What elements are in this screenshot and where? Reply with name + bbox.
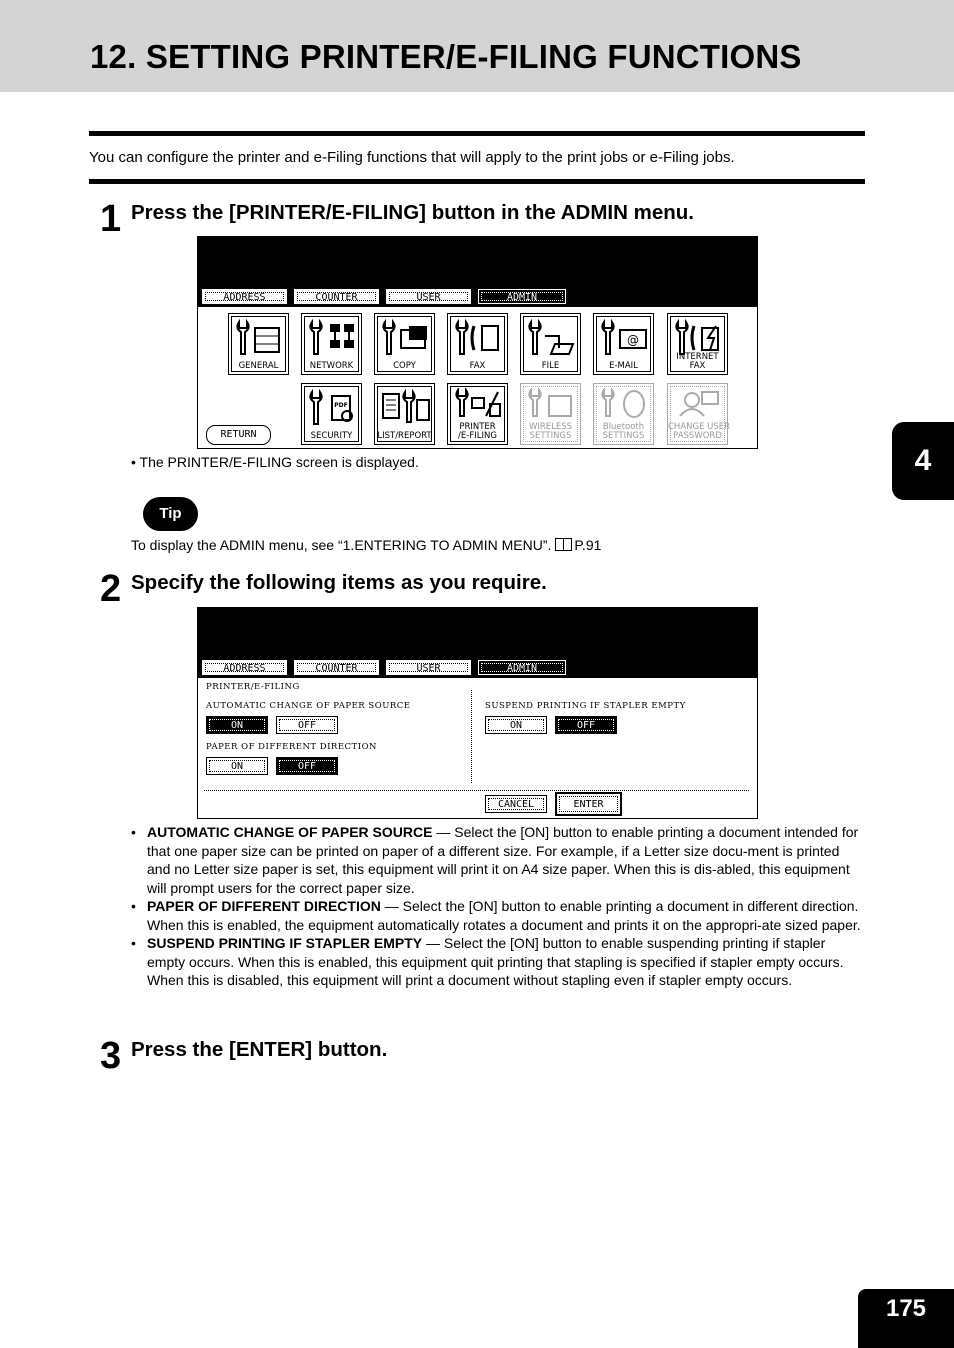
general-button[interactable]: GENERAL: [228, 313, 289, 375]
wrench-bluetooth-icon: [598, 388, 651, 418]
suspend-printing-on-button[interactable]: ON: [485, 716, 547, 734]
desc-suspend-printing: • SUSPEND PRINTING IF STAPLER EMPTY — Select the [ON] button to enable suspending printing if stapler empty occurs. When this is enabled, this equipment quit printing that stapling is specified if stapler empty occurs. When this is disabled, this equipment will print a document without stapling even if stapler empty occurs.: [131, 934, 866, 990]
page-title: 12. SETTING PRINTER/E-FILING FUNCTIONS: [90, 38, 802, 75]
security-button[interactable]: PDF SECURITY: [301, 383, 362, 445]
wrench-network-icon: [306, 318, 359, 358]
chapter-tab: 4: [892, 422, 954, 500]
enter-button[interactable]: ENTER: [555, 792, 622, 816]
admin-menu-screen: [197, 236, 758, 449]
step-1-number: 1: [100, 198, 122, 240]
tab-user[interactable]: USER: [386, 660, 471, 675]
user-password-icon: [672, 388, 725, 418]
cancel-button[interactable]: CANCEL: [485, 795, 547, 813]
internet-fax-button[interactable]: INTERNET FAX: [667, 313, 728, 375]
return-button[interactable]: RETURN: [206, 425, 271, 445]
book-reference-icon: [555, 538, 572, 551]
tip-text: To display the ADMIN menu, see “1.ENTERING TO ADMIN MENU”. P.91: [131, 537, 602, 553]
wrench-fax-icon: [452, 318, 505, 358]
tab-admin[interactable]: ADMIN: [478, 289, 566, 304]
printer-e-filing-button[interactable]: PRINTER /E-FILING: [447, 383, 508, 445]
suspend-printing-off-button[interactable]: OFF: [555, 716, 617, 734]
paper-direction-on-button[interactable]: ON: [206, 757, 268, 775]
svg-text:@: @: [627, 333, 639, 347]
paper-direction-label: PAPER OF DIFFERENT DIRECTION: [206, 742, 377, 752]
tab-address[interactable]: ADDRESS: [202, 660, 287, 675]
step-1-bullet: • The PRINTER/E-FILING screen is displayed.: [131, 454, 419, 470]
bluetooth-settings-button[interactable]: Bluetooth SETTINGS: [593, 383, 654, 445]
step-3-number: 3: [100, 1035, 122, 1077]
desc-paper-direction: • PAPER OF DIFFERENT DIRECTION — Select the [ON] button to enable printing a document in different direction. When this is enabled, the equipment automatically rotates a document and prints it on the appropri-ate sized paper.: [131, 897, 866, 934]
fax-button[interactable]: FAX: [447, 313, 508, 375]
tip-badge: Tip: [143, 497, 198, 531]
wrench-printer-icon: [452, 388, 505, 418]
intro-text: You can configure the printer and e-Filing functions that will apply to the print jobs or e-Filing jobs.: [89, 149, 735, 166]
auto-change-off-button[interactable]: OFF: [276, 716, 338, 734]
step-3-text: Press the [ENTER] button.: [131, 1038, 388, 1061]
file-button[interactable]: FILE: [520, 313, 581, 375]
auto-change-label: AUTOMATIC CHANGE OF PAPER SOURCE: [206, 701, 411, 711]
svg-text:PDF: PDF: [334, 402, 348, 409]
list-report-icon: [379, 388, 432, 428]
network-button[interactable]: NETWORK: [301, 313, 362, 375]
page-number: 175: [858, 1289, 954, 1348]
wrench-copy-icon: [379, 318, 432, 358]
tab-user[interactable]: USER: [386, 289, 471, 304]
step-1-text: Press the [PRINTER/E-FILING] button in the ADMIN menu.: [131, 201, 694, 224]
top-rule: [89, 131, 865, 136]
suspend-printing-label: SUSPEND PRINTING IF STAPLER EMPTY: [485, 701, 686, 711]
wrench-wireless-icon: [525, 388, 578, 418]
tab-address[interactable]: ADDRESS: [202, 289, 287, 304]
column-divider: [471, 690, 472, 783]
tab-admin[interactable]: ADMIN: [478, 660, 566, 675]
copy-button[interactable]: COPY: [374, 313, 435, 375]
wrench-file-icon: [525, 318, 578, 358]
step-2-text: Specify the following items as you require.: [131, 571, 547, 594]
desc-auto-change: • AUTOMATIC CHANGE OF PAPER SOURCE — Select the [ON] button to enable printing a document intended for that one paper size can be printed on paper of a different size. For example, if a Letter size docu-ment is printed and no Letter size paper is set, this equipment will print it on A4 size paper. When this is dis-abled, this equipment will prompt users for the correct paper size.: [131, 823, 866, 897]
bottom-rule: [89, 179, 865, 184]
footer-divider: [204, 790, 749, 791]
list-report-button[interactable]: LIST/REPORT: [374, 383, 435, 445]
e-mail-button[interactable]: @ E-MAIL: [593, 313, 654, 375]
option-descriptions: [131, 823, 866, 990]
step-2-number: 2: [100, 568, 122, 610]
change-user-password-button[interactable]: CHANGE USER PASSWORD: [667, 383, 728, 445]
section-title: PRINTER/E-FILING: [206, 682, 300, 692]
wrench-machine-icon: [233, 318, 286, 358]
tip-page-ref: P.91: [574, 537, 602, 553]
tab-counter[interactable]: COUNTER: [294, 289, 379, 304]
auto-change-on-button[interactable]: ON: [206, 716, 268, 734]
printer-e-filing-screen: [197, 607, 758, 819]
tab-counter[interactable]: COUNTER: [294, 660, 379, 675]
wrench-security-icon: [306, 388, 359, 428]
wrench-email-icon: [598, 318, 651, 358]
wireless-settings-button[interactable]: WIRELESS SETTINGS: [520, 383, 581, 445]
paper-direction-off-button[interactable]: OFF: [276, 757, 338, 775]
